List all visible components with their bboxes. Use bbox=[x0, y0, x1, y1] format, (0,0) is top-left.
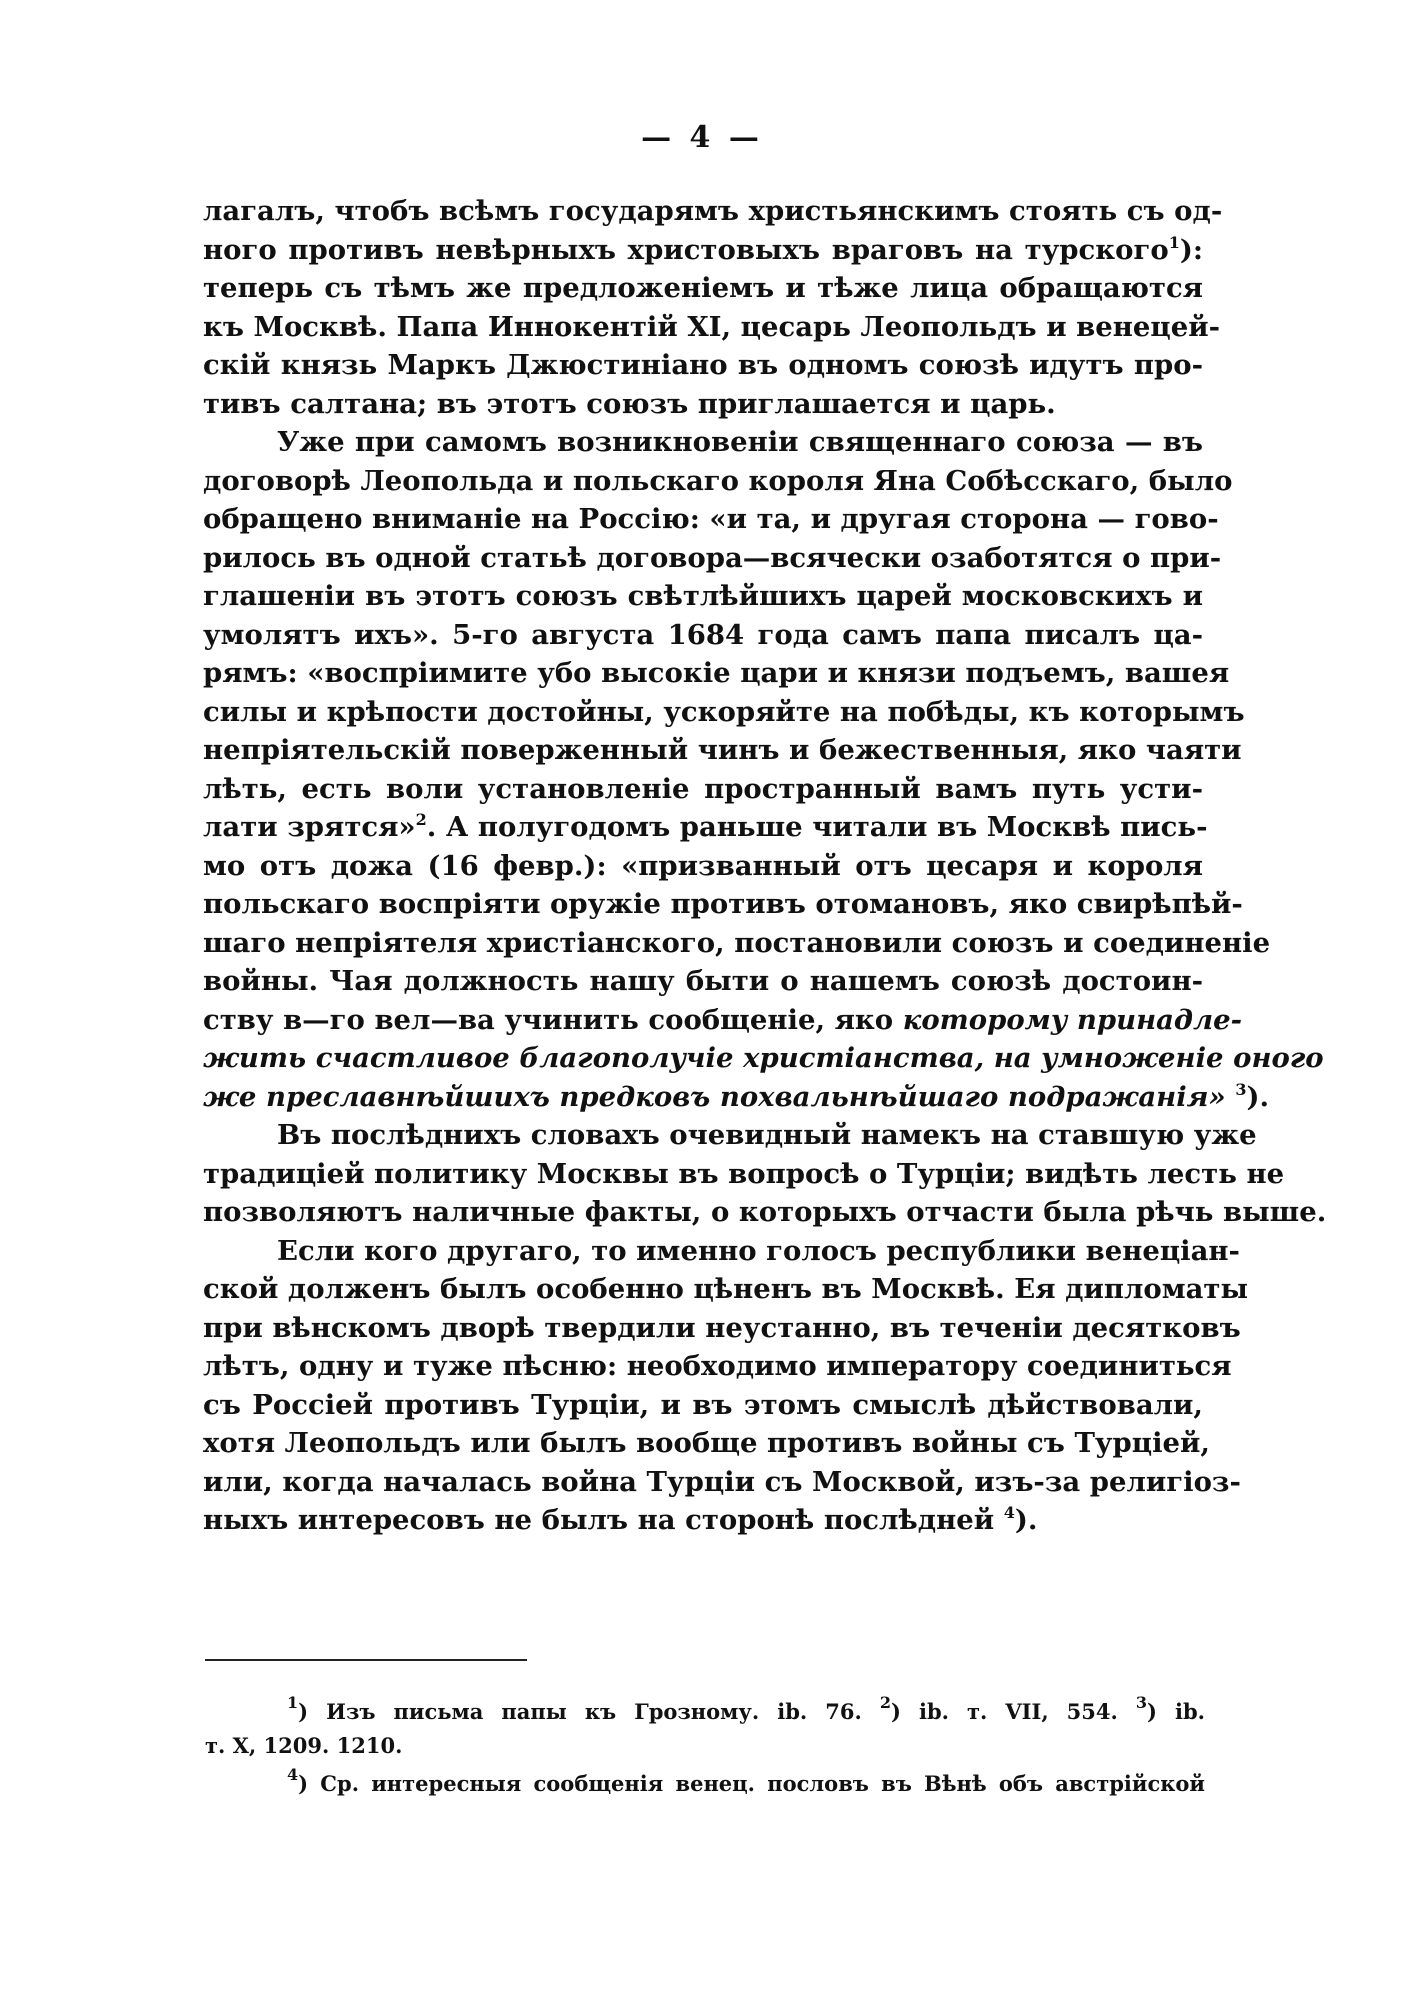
text-line: рямъ: «воспріимите убо высокіе цари и князи подъемъ, вашея bbox=[203, 657, 1230, 689]
footnote-marker[interactable]: 3 bbox=[1235, 1079, 1247, 1099]
text-line: скій князь Маркъ Джюстиніано въ одномъ союзѣ идутъ про- bbox=[203, 349, 1203, 381]
text-line: Въ послѣднихъ словахъ очевидный намекъ на ставшую уже bbox=[277, 1119, 1257, 1151]
text-line: лѣтъ, одну и туже пѣсню: необходимо императору соединиться bbox=[203, 1350, 1232, 1382]
footnote-line: т. X, 1209. 1210. bbox=[205, 1733, 403, 1758]
text-line: лати зрятся»$^2$. А полугодомъ раньше читали въ Москвѣ пись- bbox=[203, 810, 1208, 843]
text-line: позволяютъ наличные факты, о которыхъ отчасти была рѣчь выше. bbox=[203, 1196, 1327, 1228]
footnote-divider bbox=[205, 1659, 527, 1661]
text-line: глашеніи въ этотъ союзъ свѣтлѣйшихъ царей московскихъ и bbox=[203, 580, 1203, 612]
text-line: лагалъ, чтобъ всѣмъ государямъ христьянскимъ стоять съ од- bbox=[203, 195, 1223, 227]
italic-text: которому принадле- bbox=[902, 1003, 1243, 1036]
text-line: теперь съ тѣмъ же предложеніемъ и тѣже лица обращаются bbox=[203, 272, 1203, 304]
text-line: или, когда началась война Турціи съ Москвой, изъ-за религіоз- bbox=[203, 1465, 1241, 1498]
text-line: ного противъ невѣрныхъ христовыхъ враговъ на турского$^1$): bbox=[203, 232, 1203, 266]
text-line: къ Москвѣ. Папа Иннокентій XI, цесарь Леопольдъ и венецей- bbox=[203, 310, 1221, 343]
footnotes bbox=[205, 1695, 1205, 1801]
text-line: шаго непріятеля христіанского, постановили союзъ и соединеніе bbox=[203, 926, 1271, 959]
page-number: — 4 — bbox=[641, 120, 763, 155]
footnote-marker[interactable]: 1 bbox=[1168, 232, 1180, 252]
text-line: хотя Леопольдъ или былъ вообще противъ войны съ Турціей, bbox=[203, 1427, 1210, 1459]
text-line: тивъ салтана; въ этотъ союзъ приглашается и царь. bbox=[203, 387, 1056, 420]
text-line: договорѣ Леопольда и польскаго короля Яна Собѣсскаго, было bbox=[203, 464, 1233, 497]
text-line: войны. Чая должность нашу быти о нашемъ союзѣ достоин- bbox=[203, 965, 1203, 997]
text-line: ству в—го вел—ва учинить сообщеніе, яко которому принадле- bbox=[203, 1003, 1243, 1036]
text-line: жить счастливое благополучіе христіанства, на умноженіе оного bbox=[203, 1042, 1324, 1074]
text-line: мо отъ дожа (16 февр.): «призванный отъ цесаря и короля bbox=[203, 849, 1203, 882]
text-line: традиціей политику Москвы въ вопросѣ о Турціи; видѣть лесть не bbox=[203, 1157, 1285, 1190]
body-text bbox=[203, 192, 1327, 1540]
text-line: съ Россіей противъ Турціи, и въ этомъ смыслѣ дѣйствовали, bbox=[203, 1388, 1203, 1421]
text-line: умолятъ ихъ». 5-го августа 1684 года самъ папа писалъ ца- bbox=[203, 618, 1203, 651]
footnote-line: $^4$) Ср. интересныя сообщенія венец. пословъ въ Вѣнѣ объ австрійской bbox=[287, 1765, 1205, 1796]
text-line: обращено вниманіе на Россію: «и та, и другая сторона — гово- bbox=[203, 503, 1219, 535]
text-line: непріятельскій поверженный чинъ и бежественныя, яко чаяти bbox=[203, 734, 1242, 766]
text-line: ныхъ интересовъ не былъ на сторонѣ послѣдней $^4$). bbox=[203, 1503, 1038, 1536]
text-line: Уже при самомъ возникновеніи священнаго союза — въ bbox=[277, 426, 1203, 458]
footnote-line: $^1$) Изъ письма папы къ Грозному. ib. 76. $^2$) ib. т. VII, 554. $^3$) ib. bbox=[287, 1693, 1205, 1724]
text-line: же преславнѣйшихъ предковъ похвальнѣйшаго подражанія» $^3$). bbox=[203, 1079, 1270, 1113]
text-line: лѣть, есть воли установленіе пространный вамъ путь усти- bbox=[203, 772, 1203, 805]
footnote-marker[interactable]: 4 bbox=[1003, 1503, 1015, 1522]
text-line: ской долженъ былъ особенно цѣненъ въ Москвѣ. Ея дипломаты bbox=[203, 1273, 1249, 1305]
footnote-marker[interactable]: 2 bbox=[415, 810, 427, 829]
text-line: Если кого другаго, то именно голосъ республики венеціан- bbox=[277, 1234, 1240, 1267]
text-line: рилось въ одной статьѣ договора—всячески озаботятся о при- bbox=[203, 541, 1222, 574]
text-line: польскаго воспріяти оружіе противъ отомановъ, яко свирѣпѣй- bbox=[203, 888, 1243, 920]
text-line: при вѣнскомъ дворѣ твердили неустанно, въ теченіи десятковъ bbox=[203, 1311, 1241, 1344]
text-line: силы и крѣпости достойны, ускоряйте на побѣды, къ которымъ bbox=[203, 695, 1245, 728]
